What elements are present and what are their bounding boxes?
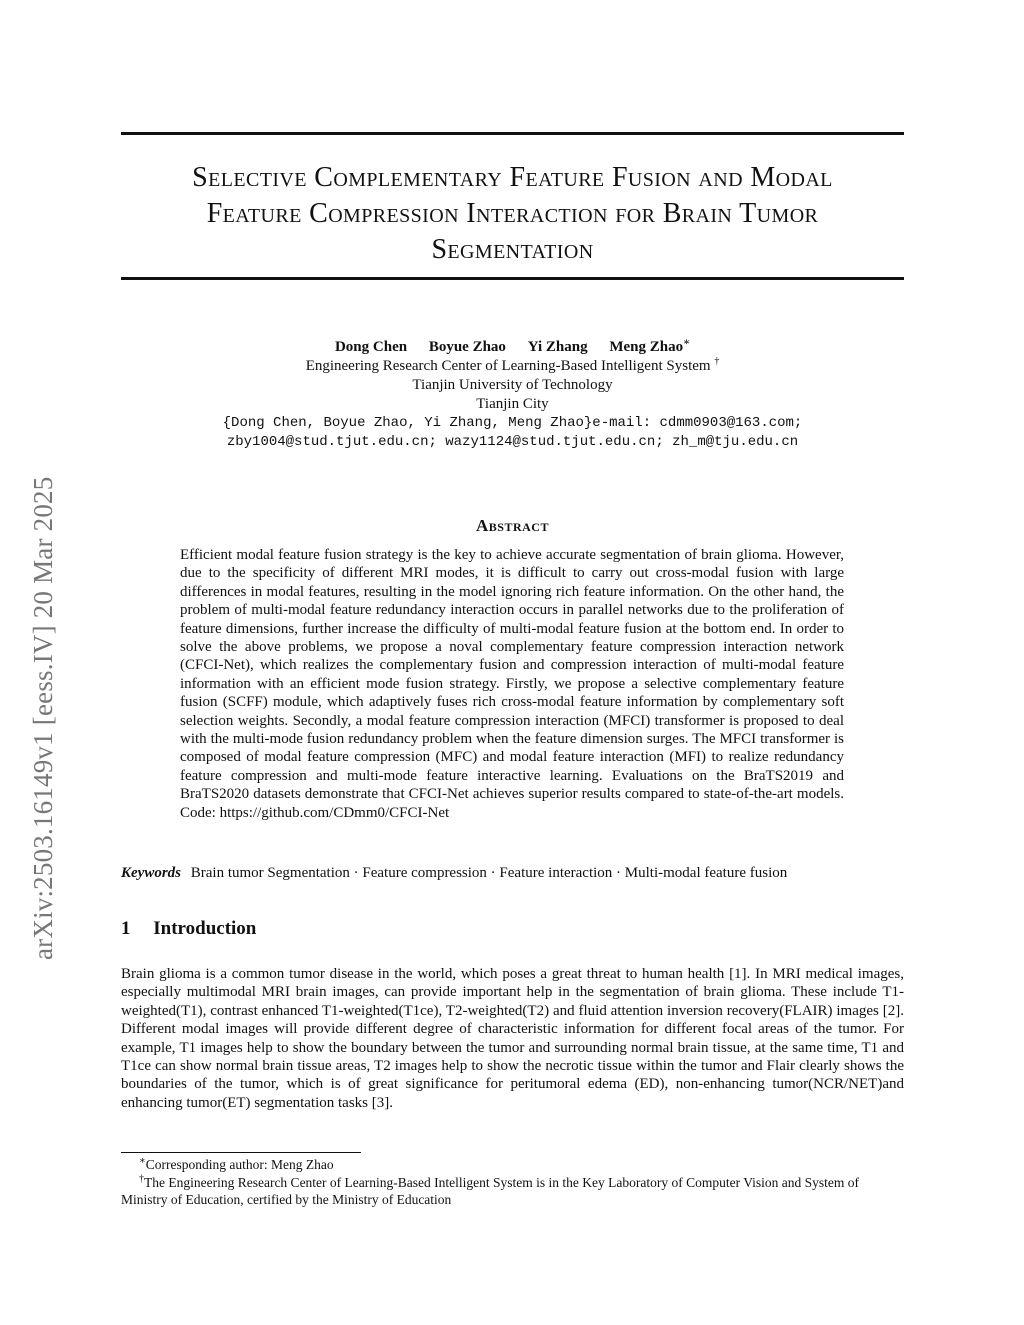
university: Tianjin University of Technology [412,377,613,393]
introduction-text: Brain glioma is a common tumor disease in the world, which poses a great threat to human health [1]. In MRI medical images, especially multimodal MRI brain images, can provide important help in the segmentation of brain glioma. These include T1-weighted(T1), contrast enhanced T1-weighted(T1ce), T2-weighted(T2) and fluid attention inversion recovery(FLAIR) images [2]. Different modal images will provide different degree of characteristic information for different focal areas of the tumor. For example, T1 images help to show the boundary between the tumor and surrounding normal brain tissue, at the same time, T1 and T1ce can show normal brain tissue areas, T2 images help to show the necrotic tissue within the tumor and Flair clearly shows the boundaries of the tumor, which is of great significance for peritumoral edema (ED), non-enhancing tumor(NCR/NET)and enhancing tumor(ET) segmentation tasks [3]. [121,966,904,1111]
keywords [121,864,904,882]
section-heading [121,918,256,940]
author-names [121,338,904,357]
footnote: ∗Corresponding author: Meng Zhao [139,1155,334,1172]
author-block [121,338,904,452]
affiliation: Engineering Research Center of Learning-Based Intelligent System † [305,356,720,374]
author-name: Boyue Zhao [428,339,506,355]
title-bottom-rule [121,277,904,280]
author-name: Yi Zhang [527,339,588,355]
title-line: Segmentation [431,234,594,265]
author-name-corresponding: Meng Zhao∗ [609,337,691,355]
footnote-rule [121,1152,361,1153]
corresponding-mark: ∗ [683,337,691,348]
abstract-heading: Abstract [476,516,549,535]
section-title: Introduction [153,918,257,939]
email-line: {Dong Chen, Boyue Zhao, Yi Zhang, Meng Zhao}e-mail: cdmm0903@163.com; [222,415,803,431]
keywords-text: Brain tumor Segmentation · Feature compression · Feature interaction · Multi-modal feature fusion [190,865,788,881]
keywords-label: Keywords [121,865,181,881]
abstract-text: Efficient modal feature fusion strategy is the key to achieve accurate segmentation of brain glioma. However, due to the specificity of different MRI modes, it is difficult to carry out cross-modal fusion with large differences in modal features, resulting in the model ignoring rich feature information. On the other hand, the problem of multi-modal feature redundancy interaction occurs in parallel networks due to the proliferation of feature dimensions, further increase the difficulty of multi-modal feature fusion at the bottom end. In order to solve the above problems, we propose a noval complementary feature compression interaction network (CFCI-Net), which realizes the complementary fusion and compression interaction of multi-modal feature information with an efficient mode fusion strategy. Firstly, we propose a selective complementary feature fusion (SCFF) module, which adaptively fuses rich cross-modal feature information by complementary soft selection weights. Secondly, a modal feature compression interaction (MFCI) transformer is proposed to deal with the multi-mode fusion redundancy problem when the feature dimension surges. The MFCI transformer is composed of modal feature compression (MFC) and modal feature interaction (MFI) to realize redundancy feature compression and multi-mode feature interactive learning. Evaluations on the BraTS2019 and BraTS2020 datasets demonstrate that CFCI-Net achieves superior results compared to state-of-the-art models. Code: https://github.com/CDmm0/CFCI-Net [180,547,844,821]
title-line: Feature Compression Interaction for Brain Tumor [206,198,819,229]
author-name: Dong Chen [334,339,408,355]
footnote: †The Engineering Research Center of Learning-Based Intelligent System is in the Key Laboratory of Computer Vision and System of Ministry of Education, certified by the Ministry of Education [121,1173,860,1207]
affiliation-mark: † [714,356,720,367]
title-top-rule [121,132,904,135]
city: Tianjin City [476,396,549,412]
footnotes [121,1156,904,1209]
title-line: Selective Complementary Feature Fusion and Modal [192,162,833,193]
paper-title [121,160,904,268]
arxiv-side-caption: arXiv:2503.16149v1 [eess.IV] 20 Mar 2025 [28,476,58,960]
email-line: zby1004@stud.tjut.edu.cn; wazy1124@stud.tjut.edu.cn; zh_m@tju.edu.cn [226,434,799,450]
section-number: 1 [121,918,131,939]
